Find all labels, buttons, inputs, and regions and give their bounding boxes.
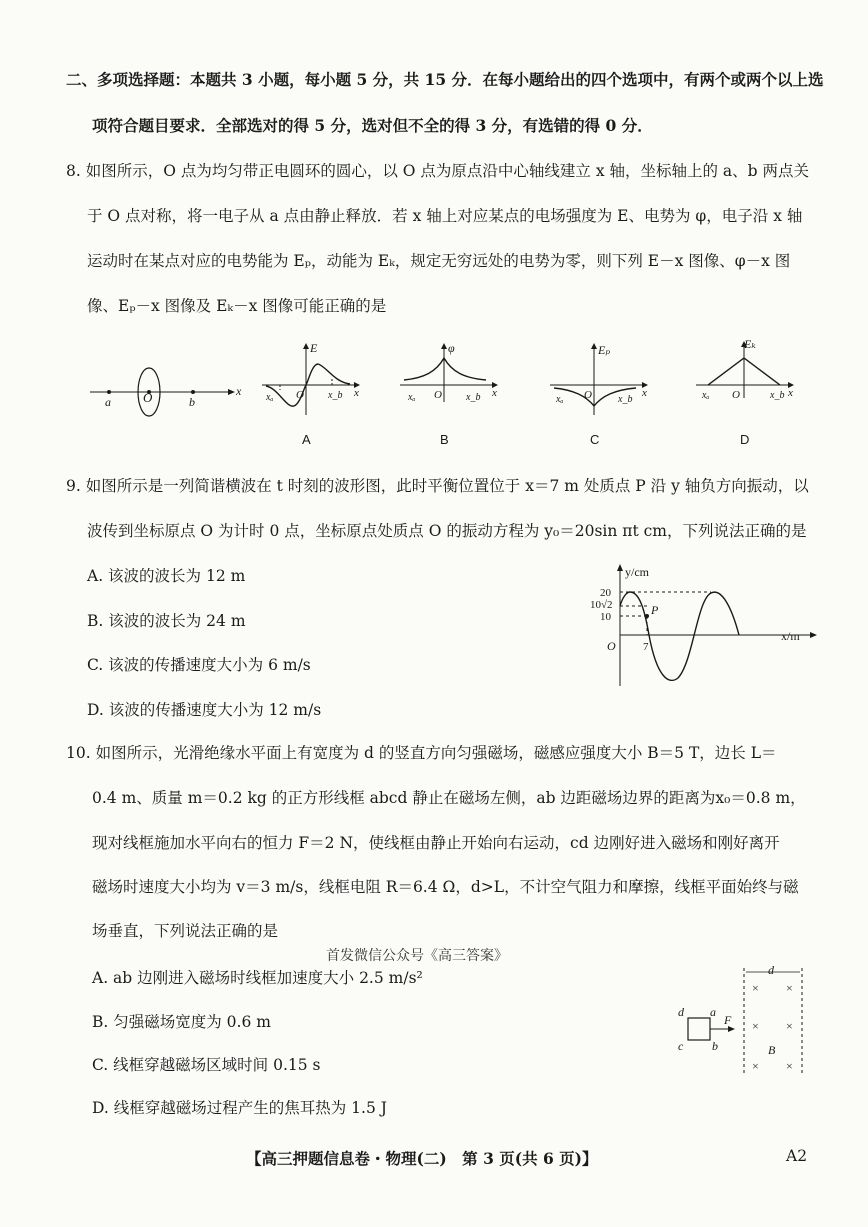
- graph-d-xa: xₐ: [702, 390, 710, 401]
- graph-b-phi: φ: [448, 341, 455, 355]
- q8-option-d: D: [740, 432, 750, 447]
- graph-a-xb: x_b: [328, 390, 343, 401]
- graph-a-e-x: [258, 340, 368, 420]
- q10-line-3: 现对线框施加水平向右的恒力 F＝2 N，使线框由静止开始向右运动，cd 边刚好进入磁场和刚好离开: [92, 834, 780, 852]
- cross-5: ×: [752, 1059, 759, 1073]
- graph-d-ek-x: [692, 336, 802, 416]
- graph-a-x: x: [354, 387, 359, 399]
- q9-origin: O: [607, 639, 616, 653]
- cross-6: ×: [786, 1059, 793, 1073]
- graph-d-Ek: Eₖ: [744, 337, 756, 351]
- frame-d: d: [678, 1005, 684, 1019]
- q10-option-c: C. 线框穿越磁场区域时间 0.15 s: [92, 1056, 321, 1074]
- q9-option-c: C. 该波的传播速度大小为 6 m/s: [87, 656, 311, 674]
- graph-a-E: E: [310, 341, 318, 355]
- graph-d-x: x: [788, 387, 793, 399]
- graph-d-xb: x_b: [770, 390, 785, 401]
- graph-b-xa: xₐ: [408, 392, 416, 403]
- graph-c-xa: xₐ: [556, 394, 564, 405]
- q9-option-a: A. 该波的波长为 12 m: [87, 567, 246, 585]
- force-F: F: [724, 1013, 732, 1027]
- frame-b: b: [712, 1039, 718, 1053]
- graph-c-x: x: [642, 387, 647, 399]
- ring-label-O: O: [143, 390, 153, 405]
- field-d: d: [768, 963, 774, 977]
- q9-tick-20: 20: [600, 587, 611, 599]
- graph-c-ep-x: [546, 340, 656, 420]
- q9-wave-graph: [585, 560, 825, 690]
- page-footer: 【高三押题信息卷・物理(二) 第 3 页(共 6 页)】: [246, 1149, 598, 1168]
- section-header-line2: 项符合题目要求．全部选对的得 5 分，选对但不全的得 3 分，有选错的得 0 分．: [92, 116, 653, 135]
- graph-b-O: O: [434, 389, 442, 401]
- graph-a-O: O: [296, 389, 304, 401]
- q8-option-a: A: [302, 432, 311, 447]
- section-header-line1: 二、多项选择题：本题共 3 小题，每小题 5 分，共 15 分．在每小题给出的四个选项中，有两个或两个以上选: [66, 70, 824, 89]
- q9-tick-10: 10: [600, 611, 611, 623]
- field-B: B: [768, 1043, 776, 1057]
- graph-b-x: x: [492, 387, 497, 399]
- q9-option-d: D. 该波的传播速度大小为 12 m/s: [87, 701, 322, 719]
- q9-xlabel: x/m: [781, 629, 800, 643]
- q9-line-2: 波传到坐标原点 O 为计时 0 点，坐标原点处质点 O 的振动方程为 y₀＝20sin πt cm，下列说法正确的是: [87, 522, 807, 540]
- q10-field-figure: [672, 962, 812, 1082]
- q8-line-2: 于 O 点对称，将一电子从 a 点由静止释放．若 x 轴上对应某点的电场强度为 E、电势为 φ，电子沿 x 轴: [87, 207, 803, 225]
- cross-1: ×: [752, 981, 759, 995]
- q10-option-b: B. 匀强磁场宽度为 0.6 m: [92, 1013, 271, 1031]
- q8-option-b: B: [440, 432, 449, 447]
- frame-c: c: [678, 1039, 684, 1053]
- graph-b-phi-x: [396, 340, 506, 420]
- q10-option-a: A. ab 边刚进入磁场时线框加速度大小 2.5 m/s²: [92, 969, 423, 987]
- q8-line-4: 像、Eₚ－x 图像及 Eₖ－x 图像可能正确的是: [87, 297, 387, 315]
- q8-option-c: C: [590, 432, 600, 447]
- q8-line-3: 运动时在某点对应的电势能为 Eₚ，动能为 Eₖ，规定无穷远处的电势为零，则下列 E－x 图像、φ－x 图: [87, 252, 791, 270]
- ring-label-x: x: [236, 384, 242, 398]
- graph-b-xb: x_b: [466, 392, 481, 403]
- cross-4: ×: [786, 1019, 793, 1033]
- q10-line-5: 场垂直，下列说法正确的是: [92, 922, 279, 940]
- graph-c-O: O: [584, 389, 592, 401]
- cross-2: ×: [786, 981, 793, 995]
- ring-label-b: b: [189, 395, 195, 409]
- q9-option-b: B. 该波的波长为 24 m: [87, 612, 246, 630]
- watermark-text: 首发微信公众号《高三答案》: [326, 948, 508, 964]
- frame-a: a: [710, 1005, 716, 1019]
- graph-c-Ep: Eₚ: [598, 343, 611, 357]
- q8-line-1: 8. 如图所示，O 点为均匀带正电圆环的圆心，以 O 点为原点沿中心轴线建立 x 轴，坐标轴上的 a、b 两点关: [66, 162, 810, 180]
- graph-c-xb: x_b: [618, 394, 633, 405]
- graph-d-O: O: [732, 389, 740, 401]
- q9-line-1: 9. 如图所示是一列简谐横波在 t 时刻的波形图，此时平衡位置位于 x＝7 m 处质点 P 沿 y 轴负方向振动，以: [66, 477, 809, 495]
- graph-a-xa: xₐ: [266, 392, 274, 403]
- q10-line-2: 0.4 m、质量 m＝0.2 kg 的正方形线框 abcd 静止在磁场左侧，ab 边距磁场边界的距离为x₀＝0.8 m，: [92, 789, 806, 807]
- ring-label-a: a: [105, 395, 111, 409]
- cross-3: ×: [752, 1019, 759, 1033]
- q10-line-1: 10. 如图所示，光滑绝缘水平面上有宽度为 d 的竖直方向匀强磁场，磁感应强度大小 B＝5 T，边长 L＝: [66, 744, 777, 762]
- q9-tick-7: 7: [643, 641, 649, 653]
- paper-code: A2: [786, 1147, 808, 1165]
- q9-point-P: P: [651, 603, 659, 617]
- q9-tick-10r2: 10√2: [590, 599, 613, 611]
- q10-option-d: D. 线框穿越磁场过程产生的焦耳热为 1.5 J: [92, 1099, 387, 1117]
- q9-ylabel: y/cm: [625, 565, 649, 579]
- q8-ring-figure: [85, 355, 245, 425]
- q10-line-4: 磁场时速度大小均为 v＝3 m/s，线框电阻 R＝6.4 Ω，d>L，不计空气阻力和摩擦，线框平面始终与磁: [92, 878, 799, 896]
